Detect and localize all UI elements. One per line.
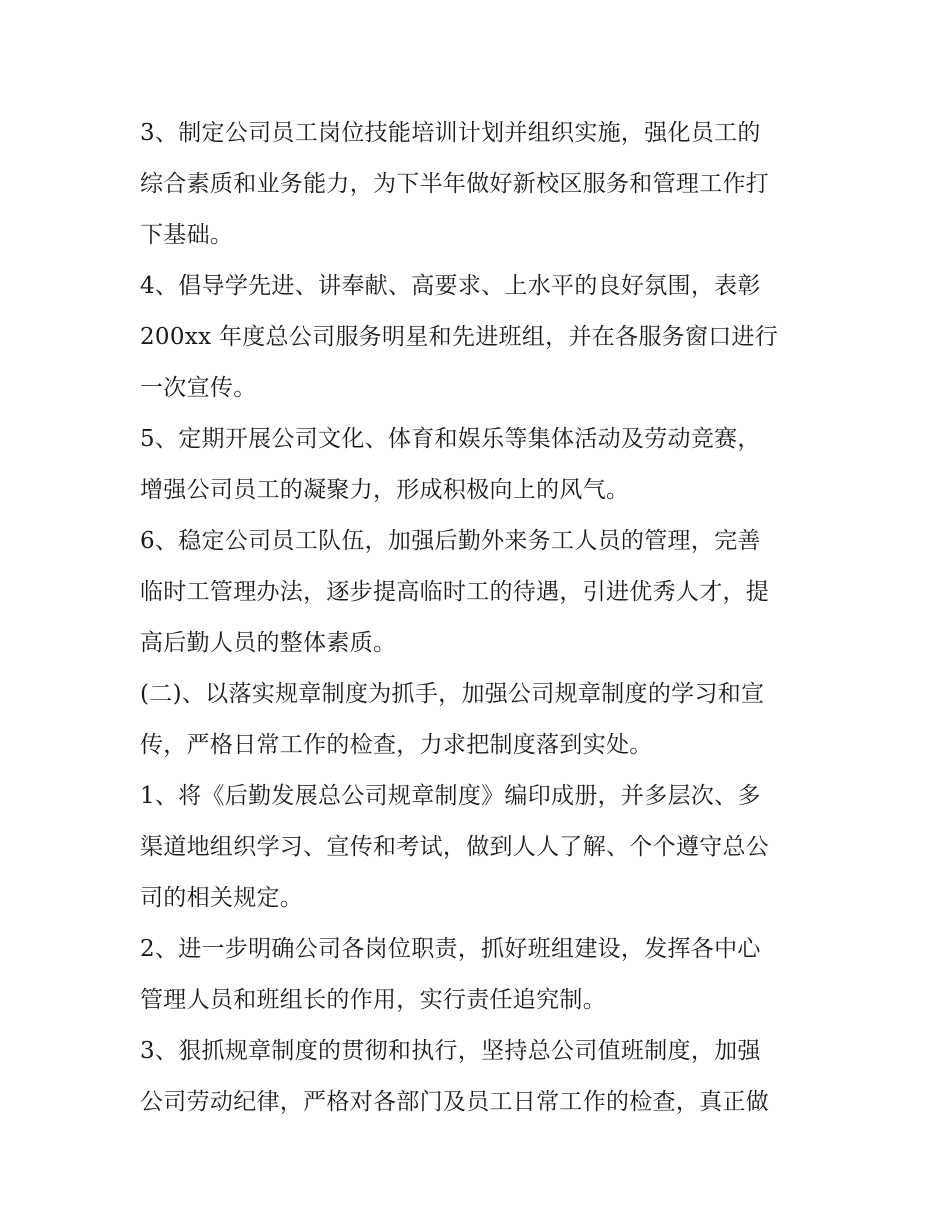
text-line: (二)、以落实规章制度为抓手，加强公司规章制度的学习和宣 <box>140 681 765 707</box>
text-line: 200xx 年度总公司服务明星和先进班组，并在各服务窗口进行 <box>140 324 779 350</box>
text-line: 下基础。 <box>140 222 234 248</box>
text-line: 司的相关规定。 <box>140 885 304 911</box>
text-line: 高后勤人员的整体素质。 <box>140 630 397 656</box>
text-line: 公司劳动纪律，严格对各部门及员工日常工作的检查，真正做 <box>140 1089 770 1115</box>
text-line: 3、狠抓规章制度的贯彻和执行，坚持总公司值班制度，加强 <box>140 1038 761 1064</box>
text-line: 4、倡导学先进、讲奉献、高要求、上水平的良好氛围，表彰 <box>140 273 761 299</box>
text-line: 3、制定公司员工岗位技能培训计划并组织实施，强化员工的 <box>140 120 761 146</box>
text-line: 6、稳定公司员工队伍，加强后勤外来务工人员的管理，完善 <box>140 528 761 554</box>
text-line: 管理人员和班组长的作用，实行责任追究制。 <box>140 987 606 1013</box>
text-line: 渠道地组织学习、宣传和考试，做到人人了解、个个遵守总公 <box>140 834 770 860</box>
text-line: 传，严格日常工作的检查，力求把制度落到实处。 <box>140 732 653 758</box>
text-line: 综合素质和业务能力，为下半年做好新校区服务和管理工作打 <box>140 171 770 197</box>
text-line: 一次宣传。 <box>140 375 257 401</box>
text-line: 2、进一步明确公司各岗位职责，抓好班组建设，发挥各中心 <box>140 936 761 962</box>
text-line: 增强公司员工的凝聚力，形成积极向上的风气。 <box>140 477 630 503</box>
text-line: 5、定期开展公司文化、体育和娱乐等集体活动及劳动竞赛， <box>140 426 761 452</box>
text-line: 临时工管理办法，逐步提高临时工的待遇，引进优秀人才，提 <box>140 579 770 605</box>
text-line: 1、将《后勤发展总公司规章制度》编印成册，并多层次、多 <box>140 783 761 809</box>
document-body <box>140 108 820 1128</box>
